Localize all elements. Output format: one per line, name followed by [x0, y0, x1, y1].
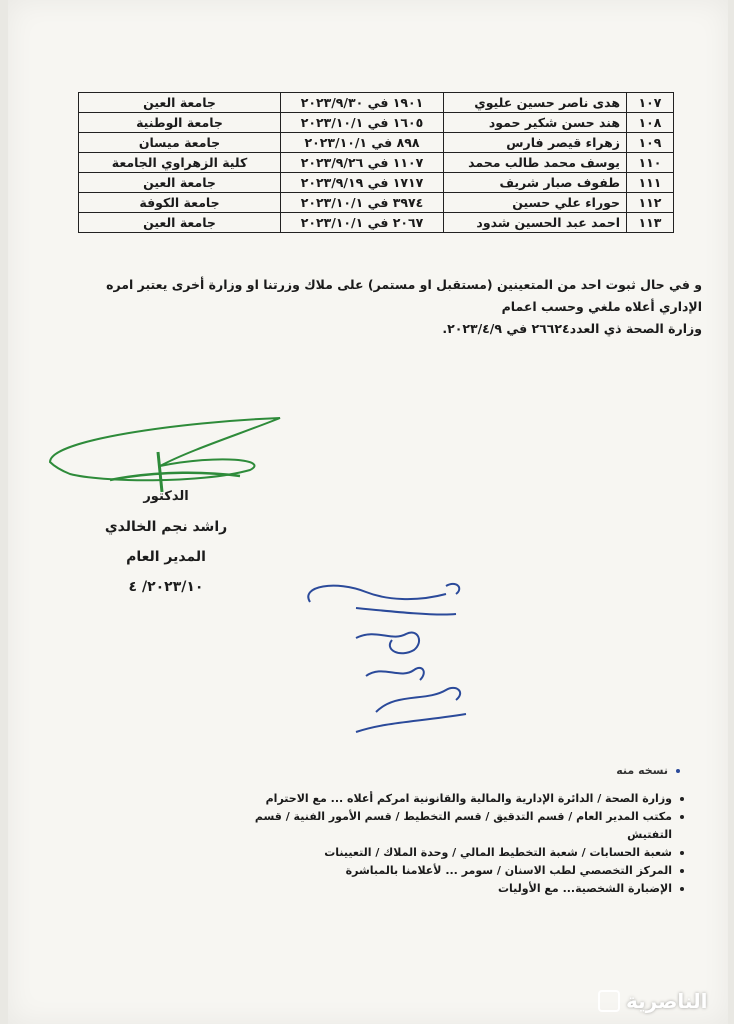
notice-paragraph [70, 274, 702, 340]
list-item: وزارة الصحة / الدائرة الإدارية والمالية والقانونية امركم أعلاه ... مع الاحترام [246, 790, 686, 808]
table-row [79, 113, 674, 133]
university-name: جامعة ميسان [79, 133, 281, 153]
university-name: جامعة الكوفة [79, 193, 281, 213]
list-item: الإضبارة الشخصية... مع الأوليات [246, 880, 686, 898]
signer-title: الدكتور [143, 489, 189, 504]
handwritten-annotation [296, 572, 526, 762]
row-number: ١٠٧ [627, 93, 674, 113]
reference-number: ١٦٠٥ في ٢٠٢٣/١٠/١ [281, 113, 444, 133]
signer-position: المدير العام [126, 549, 206, 565]
row-number: ١٠٨ [627, 113, 674, 133]
employee-name: هند حسن شكير حمود [444, 113, 627, 133]
list-item: المركز التخصصي لطب الاسنان / سومر ... لأعلامنا بالمباشرة [246, 862, 686, 880]
notice-line-1: و في حال ثبوت احد من المتعينين (مستقبل او مستمر) على ملاك وزرتنا او وزارة أخرى يعتبر امره الإداري أعلاه ملغي وحسب اعمام [106, 277, 702, 314]
employee-name: طفوف صبار شريف [444, 173, 627, 193]
appointments-table [78, 92, 674, 233]
row-number: ١١٣ [627, 213, 674, 233]
row-number: ١٠٩ [627, 133, 674, 153]
signature-block [86, 482, 246, 602]
bullet-dot [676, 769, 680, 773]
employee-name: هدى ناصر حسين عليوي [444, 93, 627, 113]
table-row [79, 213, 674, 233]
university-name: جامعة العين [79, 213, 281, 233]
employee-name: يوسف محمد طالب محمد [444, 153, 627, 173]
row-number: ١١٢ [627, 193, 674, 213]
logo-icon [598, 990, 620, 1012]
copies-list [246, 790, 686, 898]
university-name: جامعة العين [79, 93, 281, 113]
reference-number: ٢٠٦٧ في ٢٠٢٣/١٠/١ [281, 213, 444, 233]
table-row [79, 173, 674, 193]
table-row [79, 93, 674, 113]
row-number: ١١٠ [627, 153, 674, 173]
copies-heading: نسخه منه [616, 764, 668, 777]
reference-number: ٣٩٧٤ في ٢٠٢٣/١٠/١ [281, 193, 444, 213]
watermark-logo [598, 988, 728, 1014]
list-item: شعبة الحسابات / شعبة التخطيط المالي / وحدة الملاك / التعيينات [246, 844, 686, 862]
signature-date: ٢٠٢٣/١٠/ ٤ [128, 579, 204, 595]
employee-name: احمد عبد الحسين شدود [444, 213, 627, 233]
row-number: ١١١ [627, 173, 674, 193]
university-name: كلية الزهراوي الجامعة [79, 153, 281, 173]
reference-number: ١٧١٧ في ٢٠٢٣/٩/١٩ [281, 173, 444, 193]
reference-number: ١٩٠١ في ٢٠٢٣/٩/٣٠ [281, 93, 444, 113]
table-row [79, 153, 674, 173]
list-item: مكتب المدير العام / قسم التدقيق / قسم التخطيط / قسم الأمور الفنية / قسم التفتيش [246, 808, 686, 844]
university-name: جامعة الوطنية [79, 113, 281, 133]
watermark-text: الناصرية [626, 989, 708, 1013]
reference-number: ٨٩٨ في ٢٠٢٣/١٠/١ [281, 133, 444, 153]
table-row [79, 133, 674, 153]
reference-number: ١١٠٧ في ٢٠٢٣/٩/٢٦ [281, 153, 444, 173]
notice-line-2: وزارة الصحة ذي العدد٢٦٦٢٤ في ٢٠٢٣/٤/٩. [442, 321, 702, 336]
employee-name: زهراء قيصر فارس [444, 133, 627, 153]
signer-name: راشد نجم الخالدي [104, 519, 228, 535]
employee-name: حوراء علي حسين [444, 193, 627, 213]
table-row [79, 193, 674, 213]
university-name: جامعة العين [79, 173, 281, 193]
